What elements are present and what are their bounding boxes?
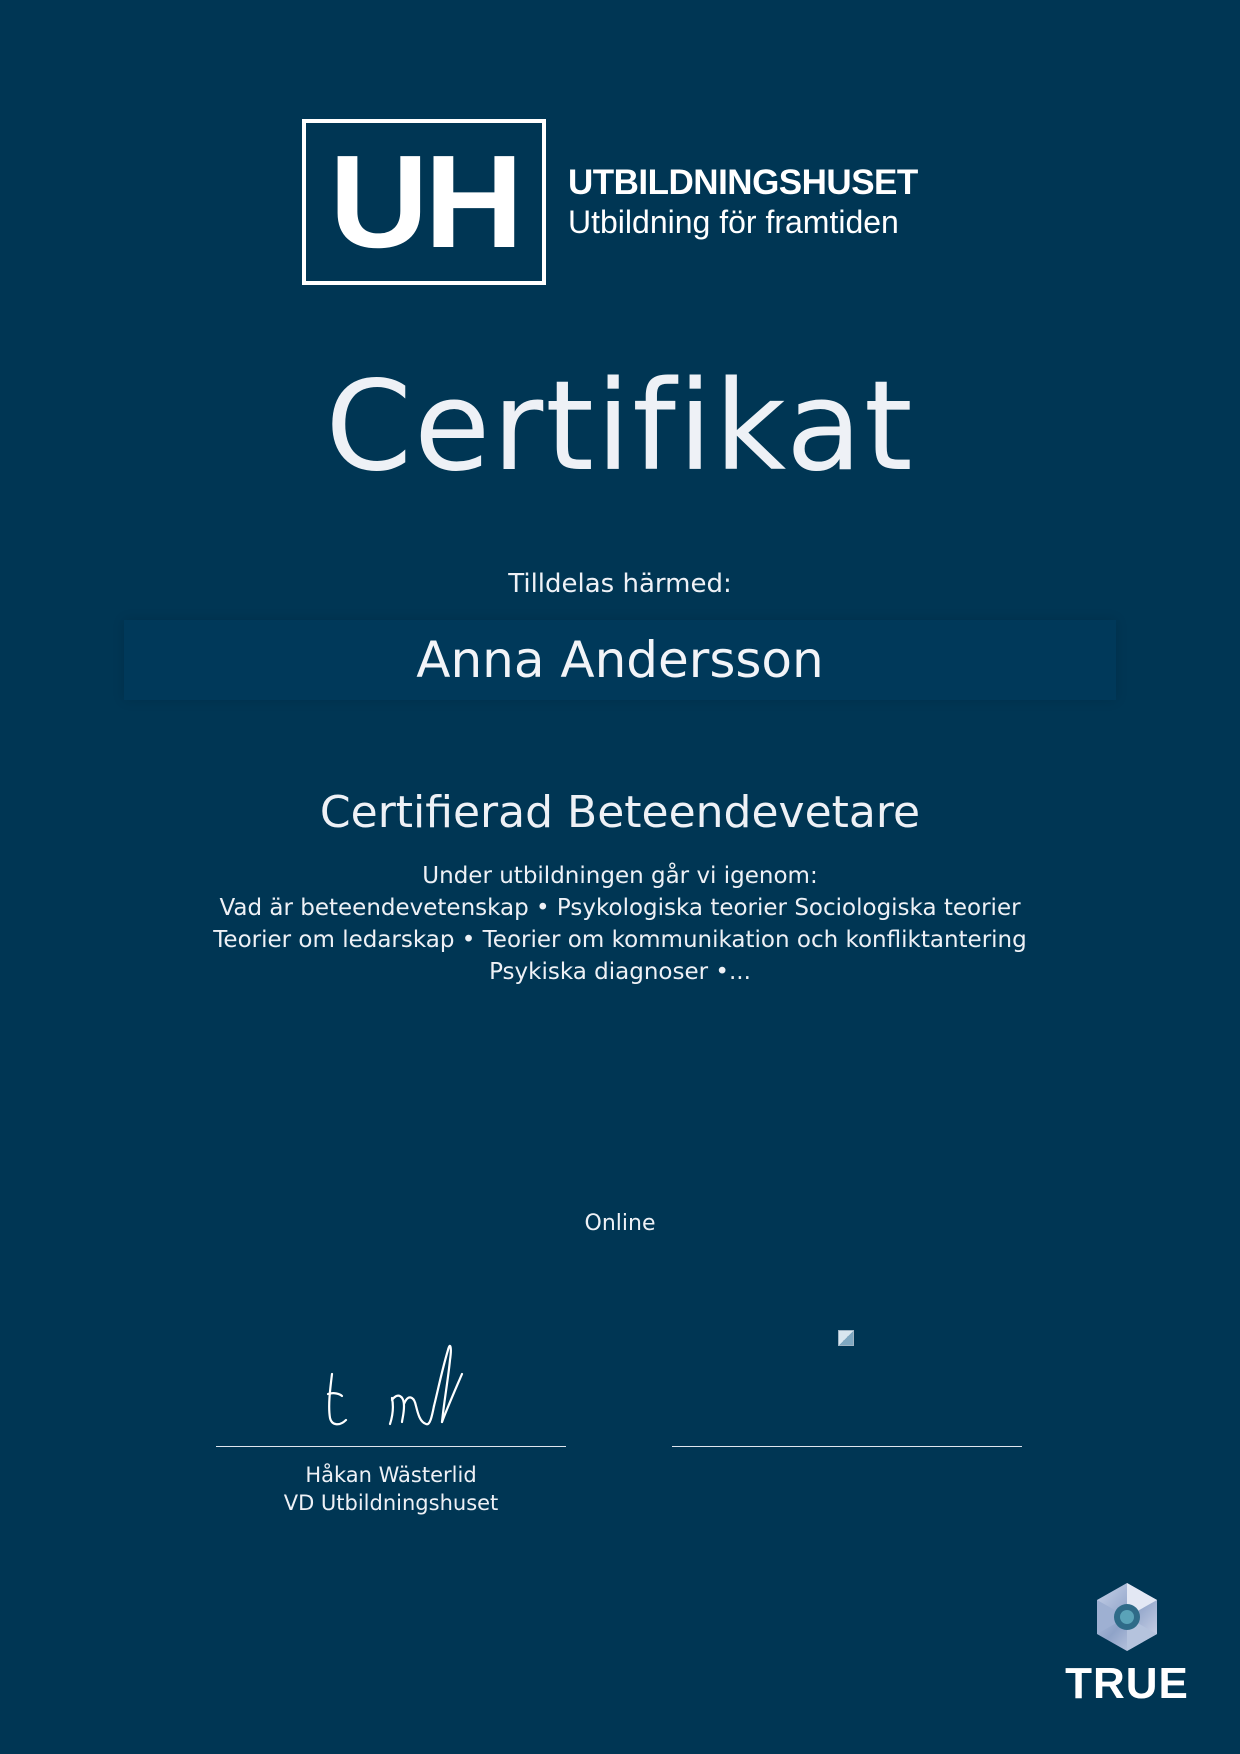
logo-tagline: Utbildning för framtiden [568, 204, 899, 240]
signature-image-placeholder [672, 1330, 1022, 1446]
handwritten-signature [216, 1330, 566, 1446]
description-line: Teorier om ledarskap • Teorier om kommunikation och konfliktantering [213, 927, 1027, 953]
description-line: Under utbildningen går vi igenom: [422, 863, 818, 889]
broken-image-icon [838, 1330, 854, 1346]
signature-block-right [672, 1330, 1022, 1447]
signatory-name: Håkan Wästerlid [305, 1463, 477, 1487]
logo-mark [302, 119, 546, 285]
logo-mark-text: UH [329, 128, 519, 275]
signature-scribble-icon [216, 1330, 566, 1446]
certificate-title: Certifikat [325, 355, 915, 499]
signature-line [672, 1446, 1022, 1447]
course-description [0, 860, 1240, 988]
logo-wordmark [568, 163, 918, 241]
description-line: Psykiska diagnoser •... [489, 959, 751, 985]
signature-line [216, 1446, 566, 1447]
utbildningshuset-logo [302, 120, 918, 284]
course-location: Online [584, 1211, 656, 1236]
recipient-name: Anna Andersson [416, 631, 824, 689]
course-title: Certifierad Beteendevetare [319, 787, 921, 838]
true-badge-label: TRUE [1065, 1659, 1189, 1708]
award-intro: Tilldelas härmed: [508, 569, 732, 599]
hexagon-badge-icon [1090, 1580, 1164, 1654]
signatory-role: VD Utbildningshuset [283, 1491, 499, 1515]
signature-block-left [216, 1330, 566, 1517]
logo-name: UTBILDNINGSHUSET [568, 163, 918, 202]
description-line: Vad är beteendevetenskap • Psykologiska teorier Sociologiska teorier [219, 895, 1021, 921]
recipient-name-field [124, 620, 1116, 700]
true-badge [1060, 1580, 1194, 1708]
